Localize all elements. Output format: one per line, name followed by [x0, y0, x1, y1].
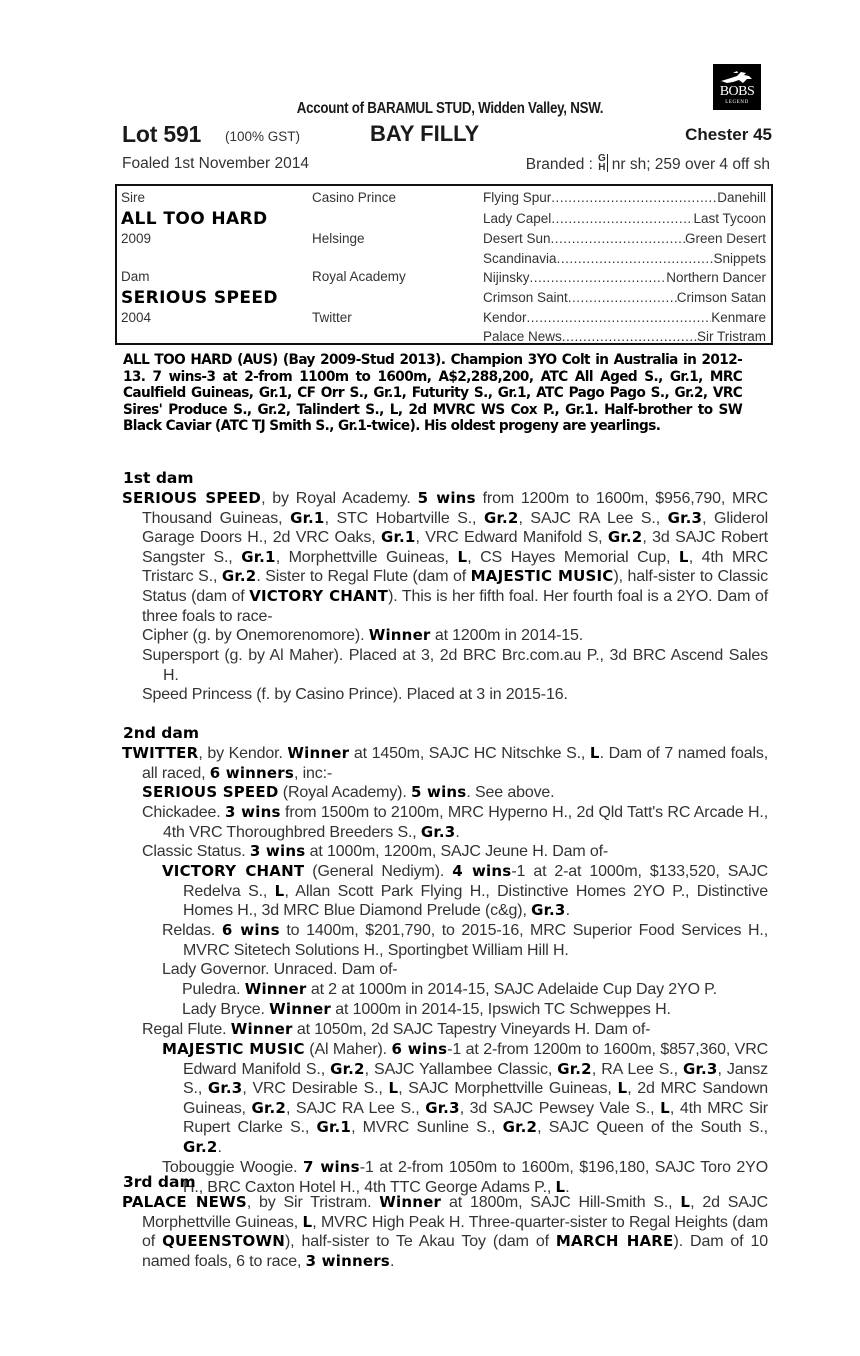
entry-text: Supersport (g. by Al Maher). Placed at 3, 2d BRC Brc.com.au P., 3d BRC Ascend Sales H. — [142, 647, 768, 684]
entry-text: , Allan Scott Park Flying H., Distinctive Homes 2YO P., Distinctive Homes H., 3d MRC Blue Diamond Prelude (c&g), — [183, 882, 768, 920]
great-grandparent-row — [483, 251, 766, 266]
pedigree-entry — [122, 489, 768, 626]
entry-text: Chickadee. — [142, 804, 225, 821]
entry-text: , 4th MRC Sir Rupert Clarke S., — [183, 1099, 768, 1137]
entry-text: , SAJC RA Lee S., — [518, 509, 668, 527]
entry-text: . — [389, 1252, 395, 1270]
bold-highlight: 3 wins — [249, 842, 306, 860]
granddam-paternal: Helsinge — [312, 231, 365, 246]
bold-highlight: Gr.1 — [381, 528, 416, 547]
bold-highlight: Gr.1 — [316, 1118, 352, 1137]
entry-text: , SAJC Queen of the South S., — [537, 1119, 768, 1137]
pedigree-entry — [122, 1193, 768, 1271]
bold-highlight: 4 wins — [452, 862, 512, 880]
horse-description: BAY FILLY — [370, 121, 480, 146]
bold-highlight: L — [617, 1079, 628, 1098]
granddam-maternal: Twitter — [312, 310, 352, 325]
bold-highlight: Gr.1 — [241, 547, 276, 566]
entry-text: at 1450m, SAJC HC Nitschke S., — [349, 745, 590, 762]
gst-note: (100% GST) — [225, 129, 301, 144]
entry-text: , 3d SAJC Pewsey Vale S., — [459, 1099, 661, 1117]
ancestor-name: Scandinavia — [483, 250, 557, 266]
entry-text: ). Dam of 10 named foals, 6 to race, — [142, 1233, 769, 1270]
pedigree-table — [115, 184, 773, 345]
bold-highlight: TWITTER — [122, 744, 199, 762]
pedigree-entry — [182, 980, 768, 1000]
stable-location: Chester 45 — [685, 125, 772, 144]
bold-highlight: L — [274, 881, 285, 900]
bold-highlight: Winner — [368, 626, 431, 644]
bold-highlight: QUEENSTOWN — [162, 1232, 285, 1251]
pedigree-entry — [142, 783, 768, 803]
entry-text: , 2d MRC Sandown Guineas, — [183, 1080, 768, 1117]
pedigree-entry — [162, 960, 768, 980]
logo-text: BOBS — [719, 84, 755, 99]
great-grandparent-row — [483, 329, 766, 344]
entry-text: , STC Hobartville S., — [324, 509, 484, 527]
entry-text: , SAJC RA Lee S., — [286, 1099, 426, 1117]
ancestor-name: Lady Capel — [483, 210, 552, 226]
entry-text: -1 at 2-at 1000m, $133,520, SAJC Redelva S., — [183, 863, 768, 900]
bold-highlight: L — [302, 1212, 313, 1231]
sire-label: Sire — [121, 190, 146, 205]
bold-highlight: L — [678, 547, 689, 566]
entry-text: Cipher (g. by Onemorenomore). — [142, 627, 369, 644]
bold-highlight: Winner — [379, 1193, 442, 1211]
entry-text: , VRC Edward Manifold S, — [415, 529, 608, 547]
entry-text: Speed Princess (f. by Casino Prince). Placed at 3 in 2015-16. — [142, 686, 568, 703]
entry-text: ), half-sister to Classic Status (dam of — [142, 568, 768, 605]
entry-text: from 1500m to 2100m, MRC Hyperno H., 2d Qld Tatt's RC Arcade H., 4th VRC Thoroughbred Breeders S., — [163, 804, 769, 841]
ancestor-sire: Northern Dancer — [666, 269, 766, 285]
entry-text: , by Kendor. — [198, 745, 288, 762]
entry-text: at 1200m in 2014-15. — [430, 627, 584, 644]
bold-highlight: L — [660, 1098, 670, 1117]
bold-highlight: Gr.3 — [531, 901, 566, 920]
dam-year: 2004 — [121, 310, 152, 325]
entry-text: , 3d SAJC Robert Sangster S., — [142, 529, 768, 566]
third-dam-heading: 3rd dam — [123, 1173, 196, 1191]
bold-highlight: Winner — [287, 744, 350, 762]
pedigree-entry — [142, 646, 768, 685]
entry-text: , by Sir Tristram. — [246, 1194, 380, 1211]
ancestor-name: Kendor — [483, 309, 527, 325]
entry-text: Reldas. — [162, 922, 222, 939]
entry-text: , CS Hayes Memorial Cup, — [467, 548, 679, 566]
bold-highlight: Gr.1 — [290, 508, 325, 527]
entry-text: . — [565, 1178, 570, 1196]
entry-text: at 1000m, 1200m, SAJC Jeune H. Dam of- — [305, 843, 609, 860]
great-grandparent-row — [483, 231, 766, 246]
branded-text: nr sh; 259 over 4 off sh — [611, 156, 770, 173]
pedigree-entry — [162, 1158, 768, 1197]
entry-text: , Morphettville Guineas, — [275, 548, 458, 566]
ancestor-name: Flying Spur — [483, 190, 552, 205]
entry-text: , 4th MRC Tristarc S., — [142, 548, 768, 586]
entry-text: . Dam of 7 named foals, all raced, — [142, 745, 769, 782]
bold-highlight: Winner — [269, 1000, 331, 1018]
ancestor-sire: Crimson Satan — [676, 289, 766, 305]
bold-highlight: L — [457, 547, 468, 566]
bold-highlight: L — [680, 1193, 691, 1211]
brand-info — [526, 148, 770, 174]
entry-text: , MVRC Sunline S., — [351, 1119, 503, 1137]
bold-highlight: VICTORY CHANT — [249, 586, 389, 605]
entry-text: . See above. — [466, 784, 555, 801]
great-grandparent-row — [483, 310, 766, 325]
entry-text: Classic Status. — [142, 843, 250, 860]
pedigree-entry — [142, 626, 768, 646]
entry-text: -1 at 2-from 1050m to 1600m, $196,180, SAJC Toro 2YO H., BRC Caxton Hotel H., 4th TTC George Adams P., — [183, 1159, 768, 1196]
second-dam-heading: 2nd dam — [123, 724, 200, 742]
entry-text: Lady Bryce. — [182, 1001, 270, 1018]
entry-text: . — [217, 1138, 222, 1156]
entry-text: Regal Flute. — [142, 1021, 231, 1038]
bold-highlight: VICTORY CHANT — [162, 862, 305, 880]
bold-highlight: Gr.2 — [251, 1098, 286, 1117]
entry-text: (Royal Academy). — [278, 784, 411, 801]
bold-highlight: 5 wins — [417, 489, 476, 507]
pedigree-entry — [162, 921, 768, 960]
bold-highlight: SERIOUS SPEED — [122, 489, 262, 507]
entry-text: (General Nediym). — [304, 863, 453, 880]
bold-highlight: 3 winners — [305, 1251, 390, 1270]
pedigree-entry — [142, 1020, 768, 1040]
foaled-date: Foaled 1st November 2014 — [122, 155, 309, 172]
entry-text: , RA Lee S., — [591, 1060, 683, 1078]
vendor-account: Account of BARAMUL STUD, Widden Valley, NSW. — [296, 100, 604, 117]
entry-text: , MVRC High Peak H. Three-quarter-sister to Regal Heights (dam of — [142, 1213, 768, 1251]
entry-text: , 2d SAJC Morphettville Guineas, — [142, 1194, 769, 1231]
entry-text: (Al Maher). — [304, 1041, 392, 1058]
bold-highlight: Gr.2 — [483, 508, 519, 527]
entry-text: Lady Governor. Unraced. Dam of- — [162, 961, 398, 978]
bold-highlight: L — [589, 744, 600, 762]
bold-highlight: 6 wins — [391, 1040, 448, 1058]
entry-text: ), half-sister to Te Akau Toy (dam of — [284, 1233, 556, 1251]
bold-highlight: Gr.2 — [557, 1059, 592, 1078]
bold-highlight: PALACE NEWS — [122, 1193, 247, 1211]
entry-text: at 1000m in 2014-15, Ipswich TC Schweppes H. — [330, 1001, 671, 1018]
entry-text: . — [455, 823, 460, 841]
great-grandparent-row — [483, 270, 766, 285]
entry-text: , SAJC Yallambee Classic, — [364, 1060, 558, 1078]
bold-highlight: Winner — [244, 980, 307, 998]
entry-text: Puledra. — [182, 981, 245, 998]
logo-subtitle: LEGEND — [725, 100, 749, 105]
sire-year: 2009 — [121, 231, 152, 246]
entry-text: at 2 at 1000m in 2014-15, SAJC Adelaide Cup Day 2YO P. — [306, 981, 717, 998]
ancestor-sire: Sir Tristram — [697, 328, 766, 344]
bold-highlight: L — [388, 1079, 399, 1098]
ancestor-name: Desert Sun — [483, 231, 551, 246]
brand-mark-icon — [598, 154, 608, 172]
bold-highlight: Gr.3 — [207, 1079, 243, 1098]
great-grandparent-row — [483, 290, 766, 305]
pedigree-entry — [142, 685, 768, 705]
entry-text: , by Royal Academy. — [261, 490, 418, 507]
bold-highlight: Gr.3 — [425, 1098, 460, 1117]
bold-highlight: Gr.2 — [330, 1059, 365, 1078]
bold-highlight: Gr.3 — [420, 822, 456, 841]
bold-highlight: Gr.2 — [607, 528, 643, 547]
bold-highlight: Gr.2 — [183, 1137, 218, 1156]
entry-text: , Gliderol Garage Doors H., 2d VRC Oaks, — [142, 509, 768, 547]
entry-text: . — [565, 902, 570, 920]
ancestor-name: Nijinsky — [483, 269, 530, 285]
entry-text: Tobouggie Woogie. — [162, 1159, 304, 1176]
branded-label: Branded : — [525, 156, 593, 173]
bold-highlight: 5 wins — [410, 783, 467, 801]
entry-text: at 1050m, 2d SAJC Tapestry Vineyards H. Dam of- — [292, 1021, 651, 1038]
entry-text: to 1400m, $201,790, to 2015-16, MRC Superior Food Services H., MVRC Sitetech Solutions H., Sportingbet William Hill H. — [183, 922, 768, 959]
pedigree-entry — [162, 1040, 768, 1158]
bold-highlight: MAJESTIC MUSIC — [470, 567, 614, 586]
pedigree-entry — [182, 1000, 768, 1020]
brand-mark-top: G — [597, 153, 606, 164]
entry-text: , VRC Desirable S., — [242, 1080, 389, 1098]
bold-highlight: Gr.3 — [667, 508, 703, 527]
ancestor-sire: Kenmare — [711, 309, 766, 325]
entry-text: at 1800m, SAJC Hill-Smith S., — [441, 1194, 681, 1211]
lot-number: Lot 591 — [122, 121, 202, 147]
bold-highlight: MARCH HARE — [555, 1232, 674, 1251]
bold-highlight: MAJESTIC MUSIC — [162, 1040, 305, 1058]
entry-text: , inc:- — [294, 764, 333, 782]
bold-highlight: Gr.2 — [221, 567, 257, 586]
bold-highlight: L — [555, 1177, 566, 1196]
lot-line — [122, 121, 772, 149]
bold-highlight: 3 wins — [224, 803, 281, 821]
dam-label: Dam — [121, 269, 150, 284]
pedigree-entry — [122, 744, 768, 783]
bold-highlight: 6 wins — [221, 921, 280, 939]
grandsire-maternal: Royal Academy — [312, 269, 406, 284]
sire-biography: ALL TOO HARD (AUS) (Bay 2009-Stud 2013). Champion 3YO Colt in Australia in 2012-13. 7 wins-3 at 2-from 1100m to 1600m, A$2,288,200, ATC All Aged S., Gr.1, MRC Caulfield Guineas, Gr.1, CF Orr S., Gr.1, Futurity S., Gr.1, ATC Pago Pago S., Gr.2, VRC Sires' Produce S., Gr.2, Talindert S., L, 2d MVRC WS Cox P., Gr.1. Half-brother to SW Black Caviar (ATC TJ Smith S., Gr.1-twice). His oldest progeny are yearlings. — [123, 352, 743, 434]
entry-text: . Sister to Regal Flute (dam of — [256, 568, 471, 586]
bold-highlight: SERIOUS SPEED — [142, 783, 279, 801]
pedigree-entry — [142, 803, 768, 842]
pedigree-entry — [162, 862, 768, 921]
ancestor-name: Palace News — [483, 328, 562, 344]
entry-text: , Jansz S., — [183, 1060, 768, 1098]
ancestor-sire: Snippets — [713, 250, 766, 266]
dam-name: SERIOUS SPEED — [121, 288, 278, 308]
sire-name: ALL TOO HARD — [121, 209, 268, 229]
ancestor-sire: Last Tycoon — [693, 210, 766, 226]
ancestor-name: Crimson Saint — [483, 289, 568, 305]
bold-highlight: 6 winners — [209, 763, 295, 782]
grandsire-paternal: Casino Prince — [312, 190, 397, 205]
brand-mark-bottom: H — [598, 162, 606, 173]
entry-text: , SAJC Morphettville Guineas, — [398, 1080, 618, 1098]
bold-highlight: 7 wins — [303, 1158, 360, 1176]
first-dam-heading: 1st dam — [123, 469, 194, 487]
entry-text: -1 at 2-from 1200m to 1600m, $857,360, VRC Edward Manifold S., — [183, 1041, 768, 1078]
great-grandparent-row — [483, 190, 766, 205]
pedigree-entry — [142, 842, 768, 862]
ancestor-sire: Green Desert — [684, 231, 766, 246]
entry-text: from 1200m to 1600m, $956,790, MRC Thousand Guineas, — [142, 490, 769, 527]
ancestor-sire: Danehill — [717, 190, 766, 205]
great-grandparent-row — [483, 211, 766, 226]
bold-highlight: Gr.2 — [502, 1118, 538, 1137]
entry-text: ). This is her fifth foal. Her fourth foal is a 2YO. Dam of three foals to race- — [142, 587, 768, 625]
bold-highlight: Gr.3 — [683, 1059, 718, 1078]
bold-highlight: Winner — [230, 1020, 293, 1038]
